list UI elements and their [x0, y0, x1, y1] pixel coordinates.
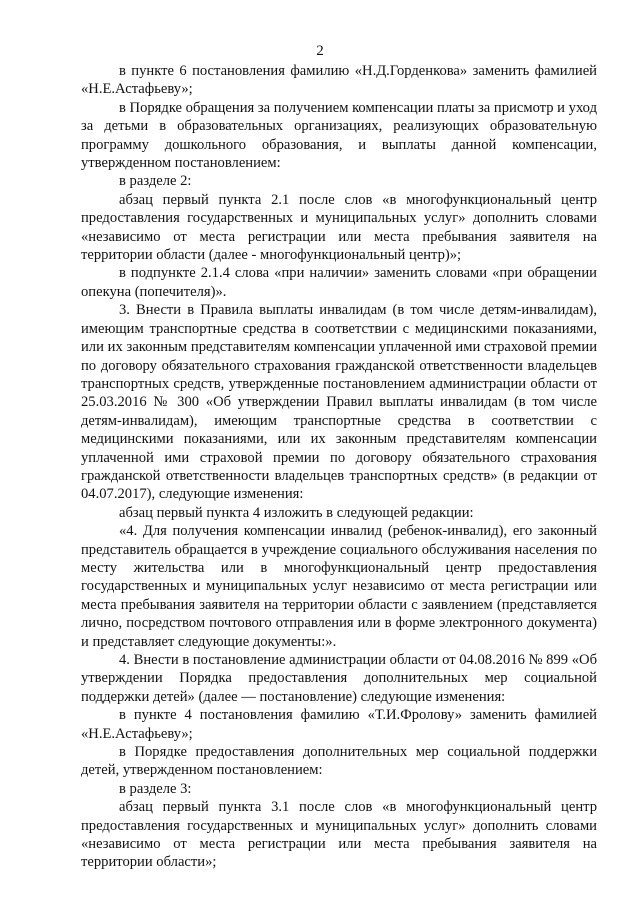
document-body	[81, 62, 597, 872]
paragraph-11: в Порядке предоставления дополнительных мер социальной поддержки детей, утвержденном постановлением:	[81, 744, 597, 779]
page-number: 2	[316, 43, 324, 59]
paragraph-9: 4. Внести в постановление администрации области от 04.08.2016 № 899 «Об утверждении Порядка предоставления дополнительных мер социальной поддержки детей» (далее — постановление) следующие изменения:	[81, 652, 597, 705]
paragraph-6: 3. Внести в Правила выплаты инвалидам (в том числе детям-инвалидам), имеющим транспортные средства в соответствии с медицинскими показаниями, или их законным представителям компенсации уплаченной ими страховой премии по договору обязательного страхования гражданской ответственности владельцев транспортных средств, утвержденные постановлением администрации области от 25.03.2016 № 300 «Об утверждении Правил выплаты инвалидам (в том числе детям-инвалидам), имеющим транспортные средства в соответствии с медицинскими показаниями, или их законным представителям компенсации уплаченной ими страховой премии по договору обязательного страхования гражданской ответственности владельцев транспортных средств» (в редакции от 04.07.2017), следующие изменения:	[81, 302, 597, 503]
paragraph-13: абзац первый пункта 3.1 после слов «в многофункциональный центр предоставления государственных и муниципальных услуг» дополнить словами «независимо от места регистрации или места пребывания заявителя на территории области»;	[81, 799, 597, 871]
paragraph-4: абзац первый пункта 2.1 после слов «в многофункциональный центр предоставления государственных и муниципальных услуг» дополнить словами «независимо от места регистрации или места пребывания заявителя на территории области (далее - многофункциональный центр)»;	[81, 191, 597, 264]
paragraph-10: в пункте 4 постановления фамилию «Т.И.Фролову» заменить фамилией «Н.Е.Астафьеву»;	[81, 707, 597, 742]
paragraph-2: в Порядке обращения за получением компенсации платы за присмотр и уход за детьми в образовательных организациях, реализующих образовательную программу дошкольного образования, и выплаты данной компенсации, утвержденном постановлением:	[81, 99, 597, 172]
paragraph-3: в разделе 2:	[119, 173, 192, 190]
paragraph-8: «4. Для получения компенсации инвалид (ребенок-инвалид), его законный представитель обращается в учреждение социального обслуживания населения по месту жительства или в многофункциональный центр предоставления государственных и муниципальных услуг независимо от места регистрации или места пребывания заявителя на территории области с заявлением (представляется лично, посредством почтового отправления или в форме электронного документа) и представляет следующие документы:».	[81, 523, 597, 650]
paragraph-5: в подпункте 2.1.4 слова «при наличии» заменить словами «при обращении опекуна (попечителя)».	[81, 265, 597, 300]
paragraph-12: в разделе 3:	[119, 780, 192, 797]
paragraph-7: абзац первый пункта 4 изложить в следующей редакции:	[119, 504, 474, 521]
paragraph-1: в пункте 6 постановления фамилию «Н.Д.Горденкова» заменить фамилией «Н.Е.Астафьеву»;	[81, 63, 597, 98]
